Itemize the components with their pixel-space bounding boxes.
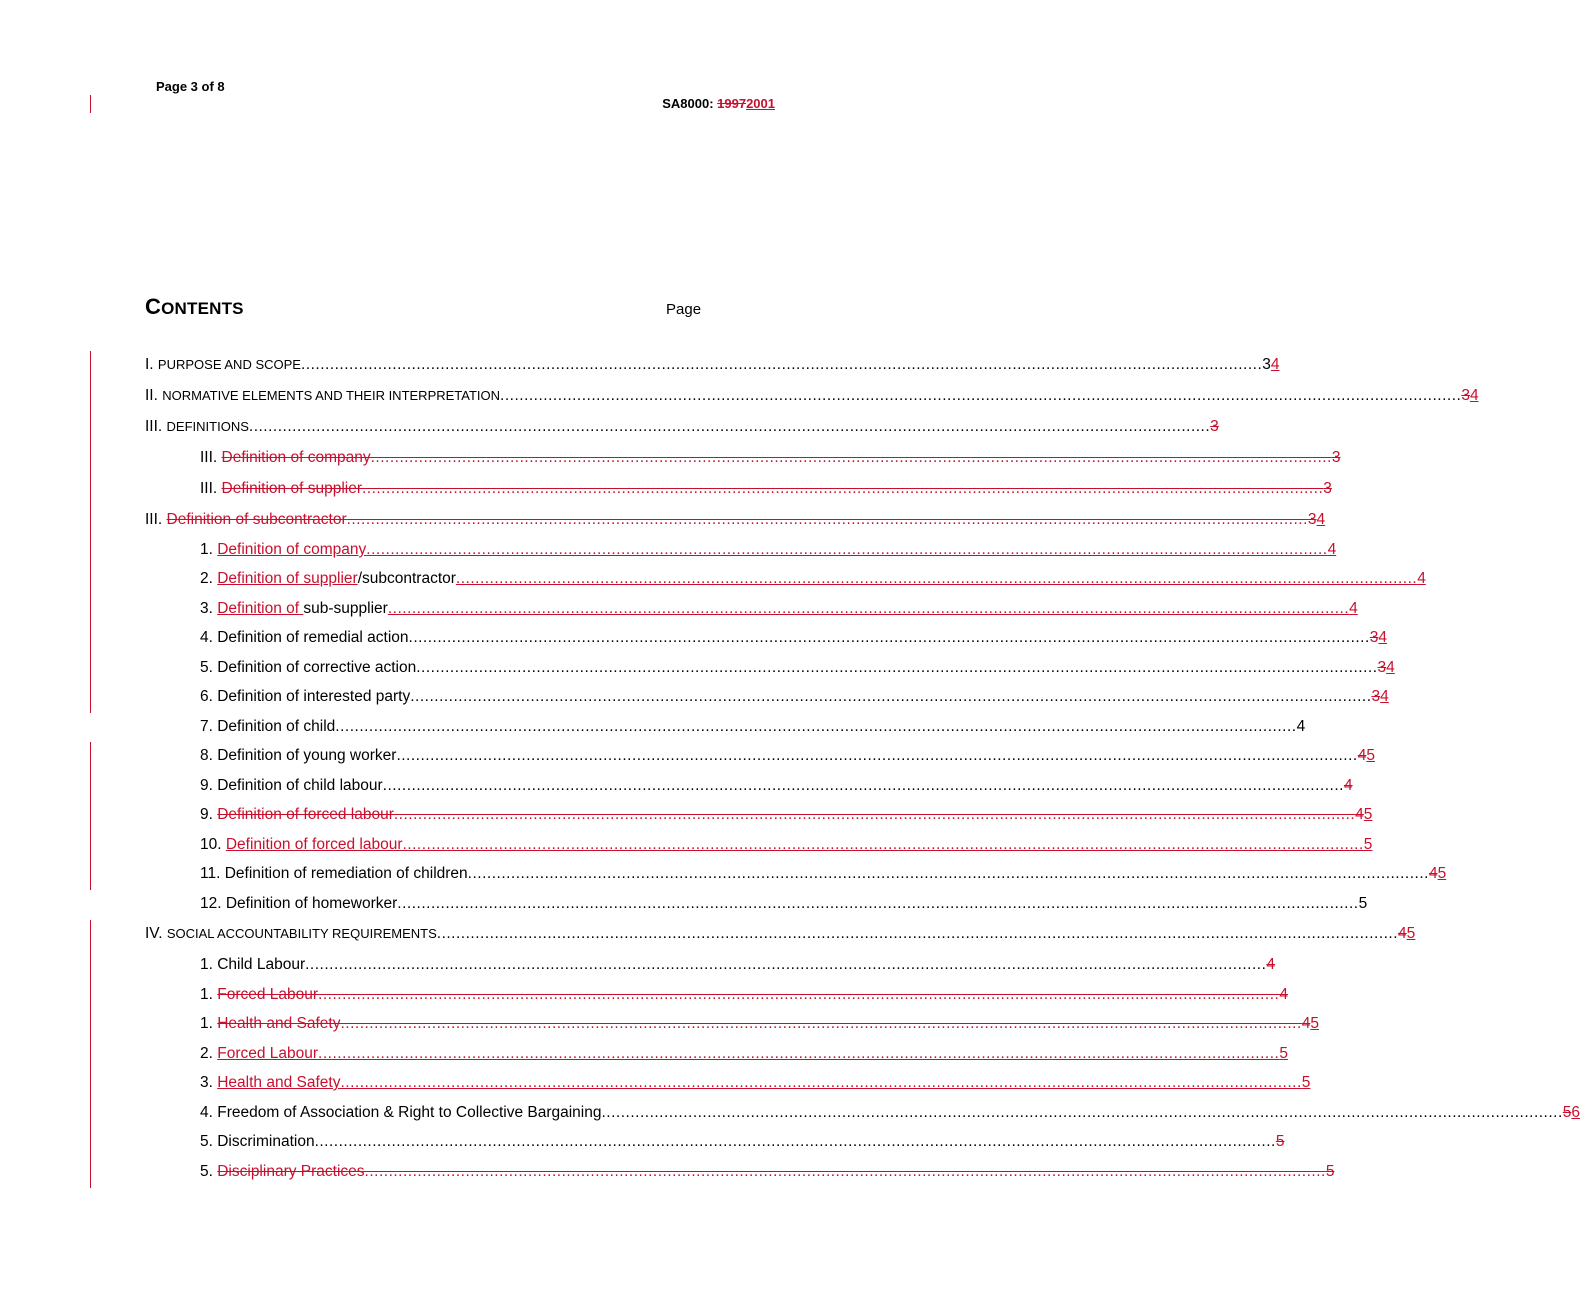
toc-page-number: 5 [1363,836,1373,853]
toc-entry[interactable] [0,951,1276,975]
toc-entry-label: 3. Definition of sub-supplier [200,600,388,617]
toc-page-number: 5 [1275,1133,1285,1150]
toc-dot-leader: ........................................................................................................................................................................................................ [364,1163,1326,1180]
toc-page-number: 3 [1331,449,1341,466]
inserted-year: 2001 [746,96,775,111]
toc-entry[interactable] [0,683,1389,707]
toc-page-number: 34 [1369,629,1388,646]
toc-entry-label: 5. Discrimination [200,1133,315,1150]
toc-entry-label: 2. Forced Labour [200,1045,319,1062]
toc-entry-label: 9. Definition of child labour [200,777,383,794]
toc-entry-label: III. Definition of subcontractor [145,511,347,528]
toc-entry[interactable] [0,713,1306,737]
toc-page-number: 3 [1210,418,1219,435]
toc-page-number: 4 [1296,718,1306,735]
toc-entry-label: 6. Definition of interested party [200,688,411,705]
toc-entry[interactable] [0,351,1280,375]
toc-entry-label: 7. Definition of child [200,718,336,735]
toc-dot-leader: ........................................................................................................................................................................................................ [393,806,1356,823]
toc-entry-label: III. Definition of company [200,449,371,466]
toc-entry-label: II. NORMATIVE ELEMENTS AND THEIR INTERPRETATION [145,387,501,404]
toc-dot-leader: ........................................................................................................................................................................................................ [416,659,1378,676]
toc-dot-leader: ........................................................................................................................................................................................................ [382,777,1344,794]
toc-page-number: 4 [1343,777,1353,794]
toc-entry[interactable] [0,624,1388,648]
toc-page-number: 5 [1358,895,1368,912]
toc-entry[interactable] [0,1069,1311,1093]
toc-dot-leader: ........................................................................................................................................................................................................ [601,1104,1563,1121]
toc-dot-leader: ........................................................................................................................................................................................................ [362,480,1324,497]
toc-entry[interactable] [0,1010,1319,1034]
standard-prefix: SA8000: [662,96,718,111]
toc-entry[interactable] [0,831,1373,855]
toc-entry[interactable] [0,742,1375,766]
toc-entry[interactable] [0,536,1337,560]
toc-dot-leader: ........................................................................................................................................................................................................ [318,1045,1280,1062]
toc-page-number: 5 [1325,1163,1335,1180]
toc-entry-label: 1. Child Labour [200,956,306,973]
toc-dot-leader: ........................................................................................................................................................................................................ [467,865,1429,882]
toc-page-number: 34 [1377,659,1395,676]
toc-entry[interactable] [0,382,1479,406]
toc-dot-leader: ........................................................................................................................................................................................................ [370,449,1332,466]
toc-entry[interactable] [0,506,1326,530]
toc-dot-leader: ........................................................................................................................................................................................................ [340,1074,1302,1091]
toc-dot-leader: ........................................................................................................................................................................................................ [346,511,1308,528]
toc-dot-leader: ........................................................................................................................................................................................................ [248,418,1211,435]
deleted-year: 1997 [717,96,747,111]
toc-entry-label: 5. Disciplinary Practices [200,1163,365,1180]
toc-dot-leader: ........................................................................................................................................................................................................ [408,629,1370,646]
toc-entry[interactable] [0,475,1332,499]
toc-page-number: 45 [1398,925,1416,942]
toc-entry[interactable] [0,1040,1288,1064]
toc-entry-label: 4. Freedom of Association & Right to Collective Bargaining [200,1104,602,1121]
change-bar-header [90,95,91,113]
toc-page-number: 4 [1327,541,1337,558]
toc-entry[interactable] [0,654,1395,678]
toc-entry-label: 9. Definition of forced labour [200,806,394,823]
toc-page-number: 56 [1562,1104,1580,1121]
toc-dot-leader: ........................................................................................................................................................................................................ [305,956,1267,973]
toc-entry[interactable] [0,444,1341,468]
toc-dot-leader: ........................................................................................................................................................................................................ [436,925,1399,942]
toc-dot-leader: ........................................................................................................................................................................................................ [455,570,1418,587]
toc-page-number: 34 [1371,688,1389,705]
page-column-label: Page [666,301,702,318]
toc-page-number: 34 [1307,511,1326,528]
toc-entry[interactable] [0,1128,1285,1152]
toc-page-number: 34 [1262,356,1280,373]
toc-entry-label: III. DEFINITIONS [145,418,249,435]
toc-dot-leader: ........................................................................................................................................................................................................ [314,1133,1276,1150]
toc-entry[interactable] [0,565,1426,589]
toc-dot-leader: ........................................................................................................................................................................................................ [396,747,1358,764]
toc-page-number: 45 [1357,747,1375,764]
toc-entry-label: 2. Definition of supplier/subcontractor [200,570,456,587]
toc-dot-leader: ........................................................................................................................................................................................................ [366,541,1328,558]
toc-entry[interactable] [0,981,1288,1005]
toc-entry[interactable] [0,920,1416,944]
toc-page-number: 34 [1461,387,1479,404]
toc-entry-label: 5. Definition of corrective action [200,659,417,676]
toc-entry[interactable] [0,772,1353,796]
toc-dot-leader: ........................................................................................................................................................................................................ [387,600,1350,617]
toc-entry-label: 1. Health and Safety [200,1015,341,1032]
toc-dot-leader: ........................................................................................................................................................................................................ [402,836,1364,853]
toc-entry[interactable] [0,595,1358,619]
toc-dot-leader: ........................................................................................................................................................................................................ [318,986,1280,1003]
toc-page-number: 4 [1417,570,1426,587]
toc-page-number: 45 [1301,1015,1319,1032]
toc-page-number: 5 [1279,1045,1288,1062]
toc-dot-leader: ........................................................................................................................................................................................................ [335,718,1297,735]
toc-entry-label: 11. Definition of remediation of children [200,865,468,882]
toc-entry[interactable] [0,1099,1580,1123]
toc-entry-label: 1. Definition of company [200,541,367,558]
toc-entry-label: 4. Definition of remedial action [200,629,409,646]
toc-page-number: 4 [1349,600,1358,617]
toc-entry-label: 8. Definition of young worker [200,747,397,764]
toc-entry-label: III. Definition of supplier [200,480,362,497]
toc-dot-leader: ........................................................................................................................................................................................................ [397,895,1359,912]
toc-entry[interactable] [0,860,1447,884]
toc-dot-leader: ........................................................................................................................................................................................................ [410,688,1372,705]
toc-page-number: 45 [1428,865,1447,882]
toc-dot-leader: ........................................................................................................................................................................................................ [300,356,1263,373]
toc-dot-leader: ........................................................................................................................................................................................................ [500,387,1462,404]
toc-entry-label: 12. Definition of homeworker [200,895,398,912]
toc-page-number: 3 [1323,480,1332,497]
standard-label [662,96,775,111]
toc-entry-label: 10. Definition of forced labour [200,836,403,853]
toc-entry[interactable] [0,890,1368,914]
toc-page-number: 5 [1301,1074,1311,1091]
toc-entry[interactable] [0,413,1219,437]
toc-entry-label: IV. SOCIAL ACCOUNTABILITY REQUIREMENTS [145,925,437,942]
toc-entry-label: 3. Health and Safety [200,1074,341,1091]
toc-entry[interactable] [0,801,1373,825]
toc-entry-label: 1. Forced Labour [200,986,319,1003]
toc-entry[interactable] [0,1158,1335,1182]
toc-page-number: 4 [1266,956,1276,973]
toc-entry-label: I. PURPOSE AND SCOPE [145,356,301,373]
toc-dot-leader: ........................................................................................................................................................................................................ [340,1015,1302,1032]
toc-page-number: 45 [1355,806,1373,823]
page-number-label: Page 3 of 8 [156,79,225,94]
toc-page-number: 4 [1279,986,1288,1003]
contents-heading: CONTENTS [145,294,244,319]
